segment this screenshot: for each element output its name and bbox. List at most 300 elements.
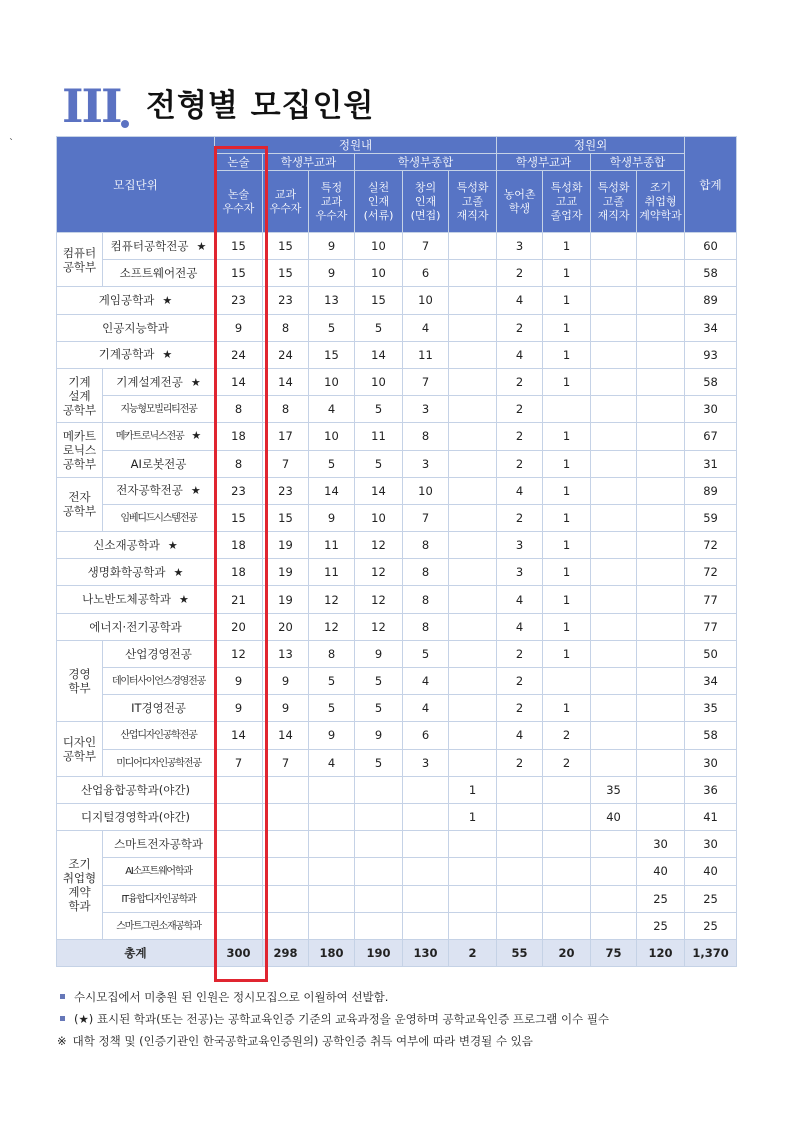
value-cell: 1 [543,368,591,395]
star-icon: ★ [162,293,173,307]
value-cell: 7 [215,749,263,776]
row-total-cell: 25 [685,885,737,912]
value-cell: 8 [403,586,449,613]
table-row [57,776,737,803]
value-cell [449,695,497,722]
department-name: 에너지·전기공학과 [89,619,182,634]
value-cell: 13 [263,640,309,667]
department-cell [103,368,215,395]
department-cell [57,287,215,314]
value-cell: 14 [263,722,309,749]
value-cell [355,803,403,830]
table-row [57,722,737,749]
value-cell: 40 [591,803,637,830]
row-total-cell: 34 [685,314,737,341]
value-cell: 2 [497,450,543,477]
value-cell [591,477,637,504]
department-cell [103,504,215,531]
value-cell: 11 [309,559,355,586]
value-cell: 4 [403,668,449,695]
notes [57,986,747,1052]
value-cell [543,668,591,695]
value-cell: 10 [355,368,403,395]
total-value-cell: 300 [215,939,263,966]
value-cell [591,287,637,314]
value-cell: 3 [403,396,449,423]
value-cell: 4 [497,287,543,314]
header-total: 합계 [685,137,737,233]
value-cell [637,477,685,504]
value-cell: 4 [497,613,543,640]
note-item: (★) 표시된 학과(또는 전공)는 공학교육인증 기준의 교육과정을 운영하며 공학교육인증 프로그램 이수 필수 [57,1008,747,1030]
value-cell [591,314,637,341]
value-cell [309,803,355,830]
column-header: 특성화 고졸 재직자 [449,171,497,233]
value-cell: 2 [497,504,543,531]
value-cell: 5 [355,668,403,695]
value-cell [637,586,685,613]
total-value-cell: 55 [497,939,543,966]
value-cell [355,831,403,858]
value-cell [449,396,497,423]
department-cell [57,559,215,586]
value-cell [403,912,449,939]
department-cell [103,260,215,287]
table-row [57,695,737,722]
table-row [57,233,737,260]
value-cell: 2 [497,314,543,341]
value-cell: 25 [637,885,685,912]
value-cell: 5 [355,396,403,423]
table-row [57,885,737,912]
value-cell: 6 [403,722,449,749]
value-cell: 12 [355,613,403,640]
value-cell: 10 [309,368,355,395]
value-cell: 8 [403,559,449,586]
department-cell [57,532,215,559]
total-value-cell: 1,370 [685,939,737,966]
value-cell [637,640,685,667]
value-cell: 9 [355,640,403,667]
value-cell: 1 [543,695,591,722]
value-cell: 2 [543,749,591,776]
value-cell [591,559,637,586]
header-school-record-subject: 학생부교과 [263,154,355,171]
value-cell: 4 [309,396,355,423]
table-row [57,858,737,885]
value-cell [263,885,309,912]
star-icon: ★ [196,239,207,253]
value-cell: 8 [309,640,355,667]
department-cell [103,477,215,504]
value-cell: 1 [543,233,591,260]
table-row [57,314,737,341]
value-cell: 1 [543,260,591,287]
value-cell [591,722,637,749]
value-cell [543,776,591,803]
department-name: 신소재공학과 [93,537,160,552]
value-cell [543,858,591,885]
row-total-cell: 89 [685,287,737,314]
value-cell [637,423,685,450]
value-cell: 1 [543,559,591,586]
value-cell [449,559,497,586]
value-cell: 1 [543,613,591,640]
row-total-cell: 40 [685,858,737,885]
value-cell: 14 [215,368,263,395]
total-label: 총계 [57,939,215,966]
header-unit: 모집단위 [57,137,215,233]
column-header: 특성화 고졸 재직자 [591,171,637,233]
table-row [57,749,737,776]
value-cell: 13 [309,287,355,314]
value-cell: 15 [215,504,263,531]
department-name: 기계설계전공 [116,374,183,389]
value-cell: 2 [497,368,543,395]
department-name: 산업경영전공 [125,646,192,661]
column-header: 창의 인재 (면접) [403,171,449,233]
group-label: 전자 공학부 [57,477,103,531]
total-value-cell: 120 [637,939,685,966]
value-cell: 23 [215,477,263,504]
total-value-cell: 130 [403,939,449,966]
value-cell: 2 [497,668,543,695]
value-cell: 8 [215,396,263,423]
value-cell: 5 [355,314,403,341]
department-name: 산업디자인공학전공 [120,730,197,742]
value-cell: 9 [309,233,355,260]
table-row [57,341,737,368]
department-cell [57,613,215,640]
value-cell [263,776,309,803]
value-cell: 40 [637,858,685,885]
department-cell [57,341,215,368]
value-cell [355,885,403,912]
row-total-cell: 58 [685,368,737,395]
value-cell: 15 [215,233,263,260]
value-cell: 2 [497,260,543,287]
value-cell: 17 [263,423,309,450]
department-name: 스마트그린소재공학과 [116,920,201,932]
department-name: 인공지능학과 [102,320,169,335]
value-cell [543,396,591,423]
value-cell [449,314,497,341]
value-cell [637,287,685,314]
value-cell: 7 [403,504,449,531]
value-cell: 9 [215,695,263,722]
value-cell: 9 [263,668,309,695]
value-cell: 2 [497,695,543,722]
value-cell: 23 [215,287,263,314]
value-cell: 14 [309,477,355,504]
value-cell: 9 [263,695,309,722]
row-total-cell: 67 [685,423,737,450]
value-cell: 3 [497,559,543,586]
value-cell: 9 [215,314,263,341]
row-total-cell: 59 [685,504,737,531]
value-cell [591,341,637,368]
group-label: 컴퓨터 공학부 [57,233,103,287]
value-cell: 1 [543,450,591,477]
value-cell: 1 [543,314,591,341]
value-cell: 5 [355,695,403,722]
value-cell [497,803,543,830]
value-cell: 1 [543,341,591,368]
row-total-cell: 50 [685,640,737,667]
value-cell: 14 [215,722,263,749]
group-label: 디자인 공학부 [57,722,103,776]
value-cell [355,776,403,803]
value-cell [591,423,637,450]
value-cell [637,803,685,830]
header-school-record-comprehensive: 학생부종합 [355,154,497,171]
value-cell [591,668,637,695]
value-cell: 20 [263,613,309,640]
value-cell [591,450,637,477]
value-cell: 1 [543,586,591,613]
row-total-cell: 72 [685,532,737,559]
value-cell: 8 [263,314,309,341]
row-total-cell: 30 [685,749,737,776]
total-value-cell: 75 [591,939,637,966]
value-cell [449,532,497,559]
department-cell [103,885,215,912]
value-cell [591,532,637,559]
department-cell [57,586,215,613]
value-cell [637,749,685,776]
value-cell [637,722,685,749]
row-total-cell: 89 [685,477,737,504]
value-cell: 1 [543,287,591,314]
department-cell [103,722,215,749]
value-cell [637,260,685,287]
table-row [57,803,737,830]
value-cell [449,586,497,613]
value-cell [449,341,497,368]
star-icon: ★ [162,348,173,362]
value-cell [543,912,591,939]
value-cell: 2 [497,396,543,423]
row-total-cell: 31 [685,450,737,477]
department-name: IT경영전공 [131,701,186,716]
department-cell [103,912,215,939]
row-total-cell: 58 [685,260,737,287]
value-cell [637,368,685,395]
department-name: 컴퓨터공학전공 [110,238,189,253]
value-cell [591,912,637,939]
row-total-cell: 72 [685,559,737,586]
value-cell: 2 [497,640,543,667]
header-out-school-record-subject: 학생부교과 [497,154,591,171]
title-dot-icon [121,120,129,128]
value-cell: 3 [403,749,449,776]
column-header: 특성화 고교 졸업자 [543,171,591,233]
value-cell: 1 [543,640,591,667]
department-name: 지능형모빌리티전공 [120,404,197,416]
value-cell [403,885,449,912]
value-cell: 12 [309,586,355,613]
value-cell [591,504,637,531]
value-cell: 9 [215,668,263,695]
table-row [57,287,737,314]
value-cell: 14 [355,341,403,368]
value-cell: 7 [263,749,309,776]
value-cell [449,668,497,695]
value-cell: 9 [355,722,403,749]
reference-mark: ※ [57,1034,67,1048]
value-cell: 24 [215,341,263,368]
value-cell: 5 [309,695,355,722]
value-cell [591,858,637,885]
value-cell: 1 [543,477,591,504]
table-row [57,640,737,667]
value-cell: 1 [449,776,497,803]
value-cell [497,776,543,803]
value-cell: 19 [263,559,309,586]
value-cell: 9 [309,722,355,749]
table-row [57,559,737,586]
department-name: 데이터사이언스경영전공 [111,676,206,688]
value-cell [309,885,355,912]
value-cell [355,858,403,885]
value-cell: 23 [263,287,309,314]
table-row [57,477,737,504]
value-cell: 4 [497,341,543,368]
value-cell: 15 [263,233,309,260]
value-cell: 8 [215,450,263,477]
value-cell: 8 [403,532,449,559]
department-name: 임베디드시스템전공 [120,512,197,524]
department-cell [103,450,215,477]
value-cell: 15 [263,504,309,531]
value-cell [449,233,497,260]
essay-column-highlight [214,146,268,982]
title-text: 전형별 모집인원 [146,88,375,124]
value-cell: 1 [543,423,591,450]
value-cell [263,912,309,939]
value-cell: 9 [309,504,355,531]
table-row [57,423,737,450]
table-row [57,450,737,477]
value-cell [637,314,685,341]
total-value-cell: 190 [355,939,403,966]
value-cell [449,640,497,667]
value-cell [497,912,543,939]
row-total-cell: 41 [685,803,737,830]
department-name: 생명화학공학과 [87,564,166,579]
department-name: 나노반도체공학과 [82,592,171,607]
value-cell [449,831,497,858]
value-cell [403,858,449,885]
table-row [57,368,737,395]
value-cell [591,749,637,776]
department-cell [103,858,215,885]
value-cell: 5 [355,749,403,776]
value-cell [449,260,497,287]
value-cell: 2 [497,749,543,776]
value-cell: 15 [263,260,309,287]
table-row [57,504,737,531]
value-cell: 24 [263,341,309,368]
department-cell [57,314,215,341]
value-cell [449,504,497,531]
value-cell [637,559,685,586]
group-label: 경영 학부 [57,640,103,722]
department-name: AI소프트웨어학과 [125,866,192,878]
column-header: 논술 우수자 [215,171,263,233]
value-cell: 4 [403,695,449,722]
value-cell: 15 [355,287,403,314]
column-header: 교과 우수자 [263,171,309,233]
value-cell: 9 [309,260,355,287]
value-cell: 12 [215,640,263,667]
value-cell [591,233,637,260]
value-cell [403,803,449,830]
department-cell [103,640,215,667]
row-total-cell: 34 [685,668,737,695]
value-cell [637,450,685,477]
value-cell [263,831,309,858]
value-cell [497,831,543,858]
value-cell: 3 [497,532,543,559]
value-cell [591,885,637,912]
department-cell [103,749,215,776]
value-cell: 14 [355,477,403,504]
value-cell [591,586,637,613]
row-total-cell: 30 [685,831,737,858]
value-cell: 11 [309,532,355,559]
value-cell [403,831,449,858]
recruitment-table [56,136,737,967]
department-cell [57,803,215,830]
table-row [57,396,737,423]
column-header: 농어촌 학생 [497,171,543,233]
value-cell: 4 [497,586,543,613]
value-cell [637,668,685,695]
department-name: 게임공학과 [98,292,155,307]
column-header: 실천 인재 (서류) [355,171,403,233]
total-value-cell: 20 [543,939,591,966]
note-item: 수시모집에서 미충원 된 인원은 정시모집으로 이월하여 선발함. [57,986,747,1008]
group-label: 메카트 로닉스 공학부 [57,423,103,477]
value-cell [591,260,637,287]
value-cell [309,776,355,803]
value-cell [309,831,355,858]
department-cell [57,776,215,803]
department-name: 산업융합공학과(야간) [81,782,190,797]
value-cell [543,885,591,912]
value-cell: 10 [355,233,403,260]
department-cell [103,233,215,260]
value-cell [637,532,685,559]
value-cell [403,776,449,803]
row-total-cell: 60 [685,233,737,260]
table-row [57,668,737,695]
value-cell [637,695,685,722]
table-row [57,831,737,858]
department-name: 메카트로닉스전공 [115,431,184,443]
value-cell: 21 [215,586,263,613]
header-in-quota: 정원내 [215,137,497,154]
star-icon: ★ [173,565,184,579]
value-cell [543,803,591,830]
value-cell: 12 [355,559,403,586]
value-cell [449,477,497,504]
value-cell [637,613,685,640]
value-cell [449,368,497,395]
row-total-cell: 58 [685,722,737,749]
row-total-cell: 36 [685,776,737,803]
